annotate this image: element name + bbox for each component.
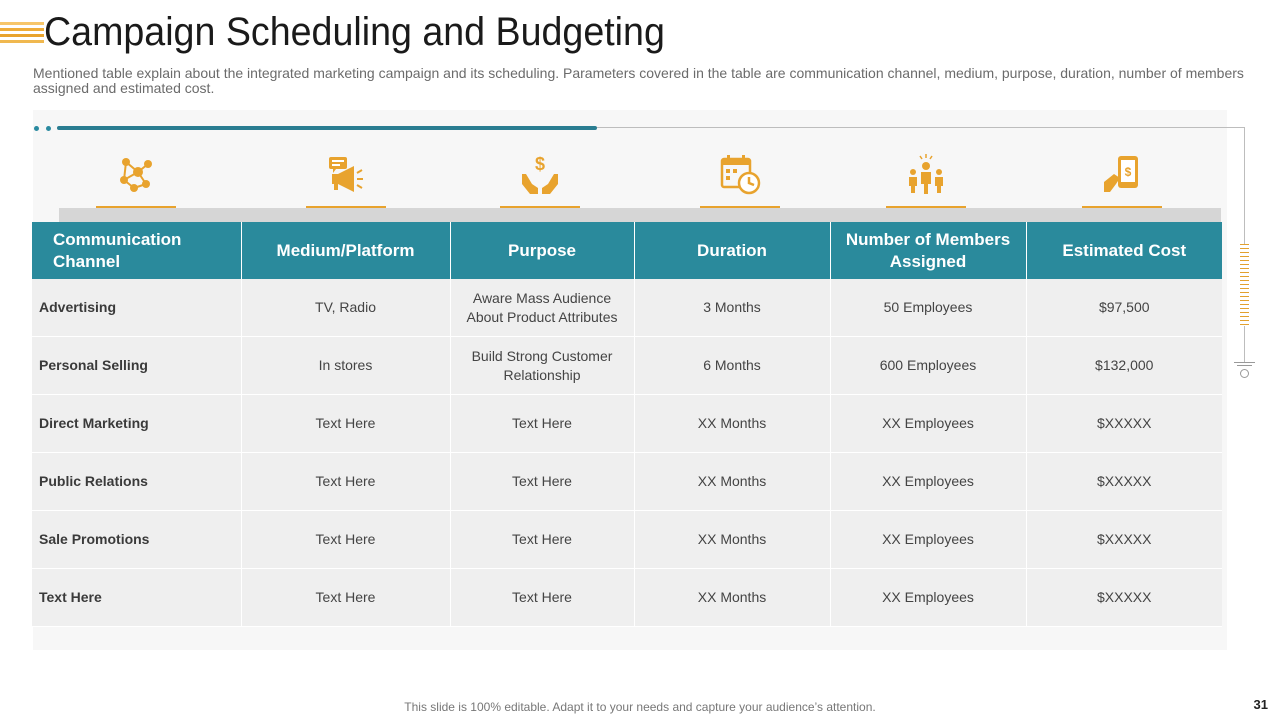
table-cell: 3 Months [634,279,830,337]
slide-footer: This slide is 100% editable. Adapt it to your needs and capture your audience’s attention. [404,700,876,714]
table-cell: TV, Radio [241,279,450,337]
table-row [32,511,1222,569]
table-row [32,569,1222,627]
table-cell: Text Here [450,511,634,569]
table-row [32,279,1222,337]
table-cell: $XXXXX [1026,453,1222,511]
table-row [32,395,1222,453]
network-icon [96,152,176,208]
table-cell: Text Here [450,395,634,453]
page-number: 31 [1253,697,1268,712]
table-cell: XX Employees [830,511,1026,569]
table-row [32,453,1222,511]
table-cell: XX Employees [830,569,1026,627]
table-cell: Text Here [32,569,241,627]
decorative-ticks [1240,244,1249,326]
table-cell: Text Here [241,511,450,569]
table-cell: Text Here [241,453,450,511]
decorative-vertical-line-lower [1244,326,1245,362]
column-header: Communication Channel [32,222,241,279]
table-cell: $XXXXX [1026,395,1222,453]
team-icon [886,152,966,208]
decorative-line [597,127,1245,128]
table-cell: XX Months [634,453,830,511]
table-cell: $XXXXX [1026,511,1222,569]
table-cell: Text Here [450,569,634,627]
table-cell: XX Employees [830,395,1026,453]
table-cell: XX Months [634,511,830,569]
megaphone-icon [306,152,386,208]
table-header-row [32,222,1222,279]
calendar-clock-icon [700,152,780,208]
title-accent-stripes [0,22,44,52]
table-cell: XX Months [634,569,830,627]
table-cell: Direct Marketing [32,395,241,453]
table-cell: Sale Promotions [32,511,241,569]
table-cell: 50 Employees [830,279,1026,337]
phone-payment-icon [1082,152,1162,208]
table-cell: 6 Months [634,337,830,395]
table-cell: Text Here [450,453,634,511]
table-cell: Text Here [241,569,450,627]
table-cell: $97,500 [1026,279,1222,337]
column-header: Estimated Cost [1026,222,1222,279]
column-header: Duration [634,222,830,279]
column-header: Medium/Platform [241,222,450,279]
table-cell: Public Relations [32,453,241,511]
svg-text:$: $ [534,154,546,174]
table-cell: $XXXXX [1026,569,1222,627]
decorative-vertical-line [1244,128,1245,244]
table-cell: Build Strong Customer Relationship [450,337,634,395]
progress-bar-decoration [57,126,597,130]
icon-row-band [59,208,1221,223]
money-hands-icon [500,152,580,208]
decorative-ground-line-short [1237,365,1252,366]
table-cell: $132,000 [1026,337,1222,395]
column-header: Purpose [450,222,634,279]
page-subtitle: Mentioned table explain about the integrated marketing campaign and its scheduling. Parameters covered in the table are communication channel, medium, purpose, duration, number of members assigned and estimated cost. [33,65,1244,96]
table-cell: Advertising [32,279,241,337]
decorative-ground-line [1234,362,1255,363]
page-title: Campaign Scheduling and Budgeting [44,10,665,54]
table-cell: 600 Employees [830,337,1026,395]
table-row [32,337,1222,395]
table-cell: Text Here [241,395,450,453]
table-cell: XX Employees [830,453,1026,511]
table-cell: In stores [241,337,450,395]
decorative-ring [1240,369,1249,378]
table-cell: XX Months [634,395,830,453]
table-cell: Aware Mass Audience About Product Attributes [450,279,634,337]
svg-text:$: $ [1124,165,1132,179]
table-cell: Personal Selling [32,337,241,395]
campaign-table [32,222,1222,627]
column-header: Number of Members Assigned [830,222,1026,279]
